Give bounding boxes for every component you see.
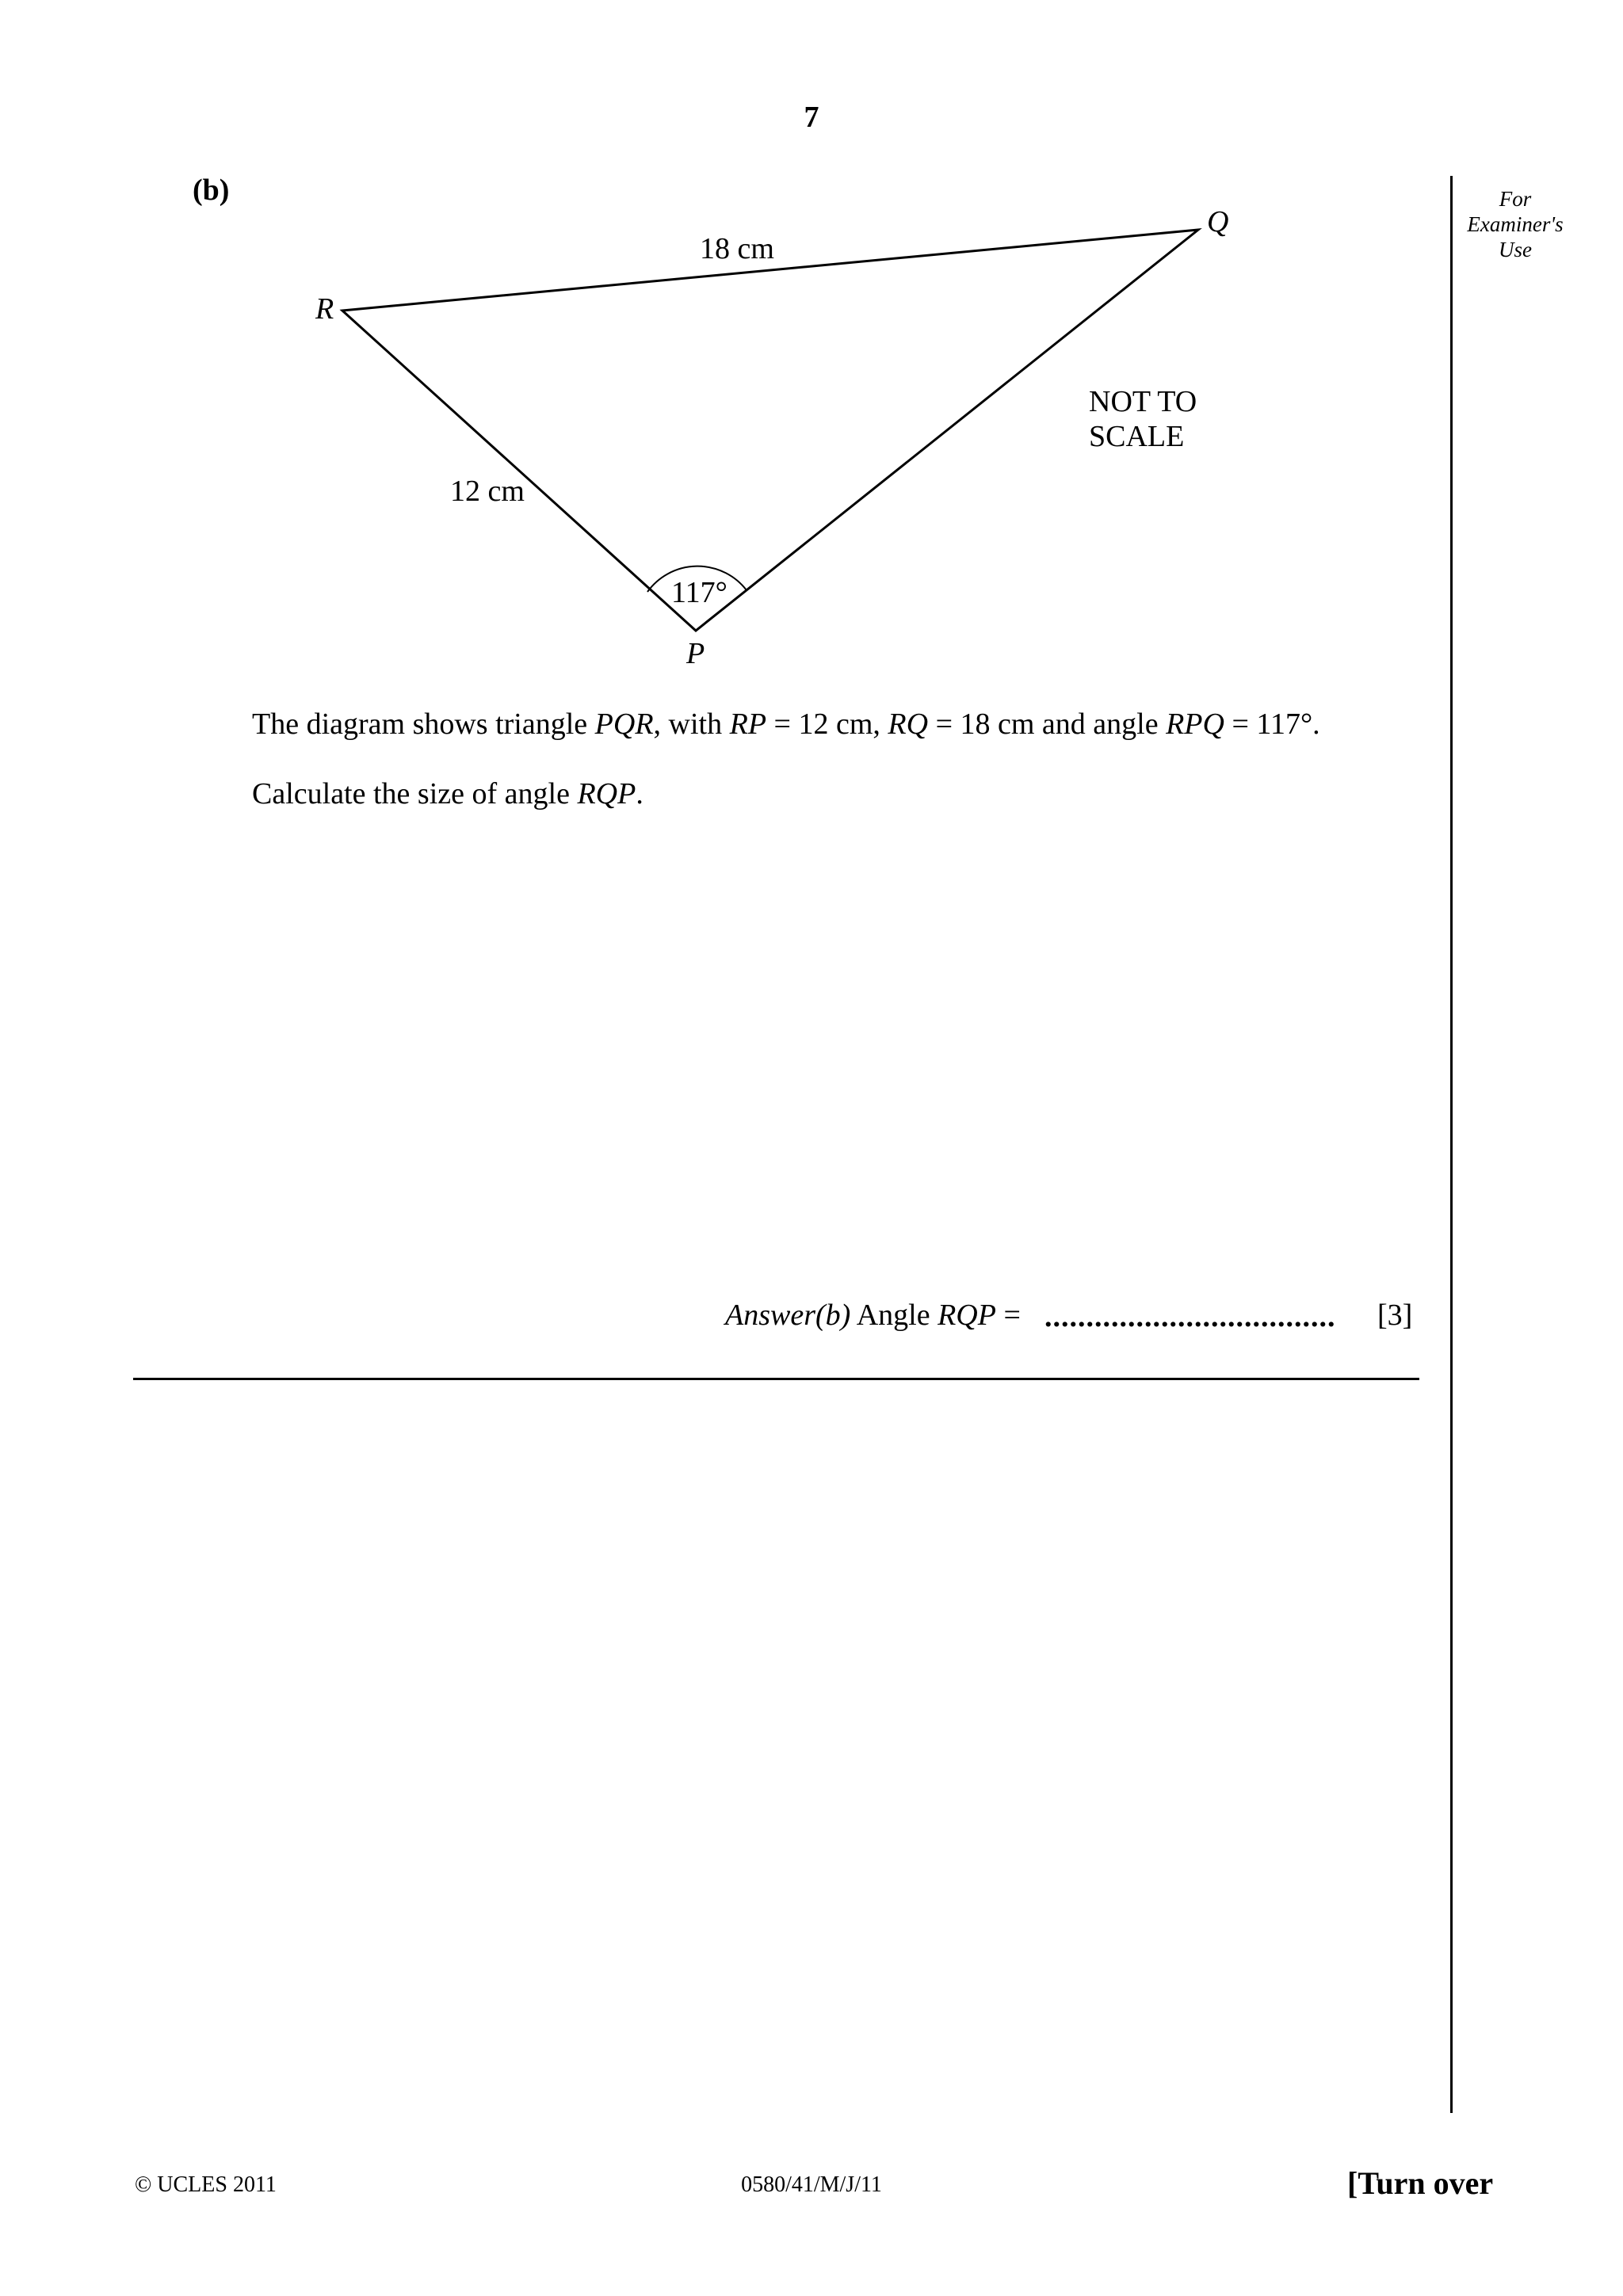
text-run: , with	[653, 707, 730, 741]
text-run: = 12 cm,	[766, 707, 888, 741]
text-run: =	[995, 1299, 1021, 1332]
answer-prefix: Answer(b)	[725, 1299, 851, 1332]
text-run: The diagram shows triangle	[252, 707, 595, 741]
examiner-use-line-1: For	[1499, 187, 1532, 211]
section-divider	[133, 1378, 1419, 1380]
triangle-pqr	[342, 230, 1198, 631]
answer-field[interactable]: ...................................	[1044, 1300, 1336, 1333]
var-rqp-answer: RQP	[938, 1299, 996, 1332]
page-number: 7	[804, 101, 819, 134]
angle-label-p: 117°	[671, 576, 727, 609]
text-run: Calculate the size of angle	[252, 777, 578, 810]
part-label: (b)	[193, 174, 230, 207]
footer-copyright: © UCLES 2011	[135, 2172, 277, 2197]
vertex-label-p: P	[686, 637, 705, 670]
footer-paper-code: 0580/41/M/J/11	[741, 2172, 882, 2197]
var-rp: RP	[729, 707, 767, 741]
marks-label: [3]	[1377, 1299, 1413, 1332]
var-pqr: PQR	[594, 707, 654, 741]
not-to-scale-line-2: SCALE	[1089, 420, 1185, 453]
side-label-rp: 12 cm	[450, 475, 525, 508]
triangle-diagram	[0, 0, 1623, 713]
not-to-scale-line-1: NOT TO	[1089, 385, 1197, 418]
answer-label	[725, 1298, 1021, 1333]
text-run: = 18 cm and angle	[928, 707, 1167, 741]
examiner-use-line-2: Examiner's	[1467, 212, 1564, 236]
text-run: Angle	[850, 1299, 938, 1332]
var-rq: RQ	[888, 707, 929, 741]
question-statement	[252, 707, 1320, 742]
examiner-use-line-3: Use	[1499, 238, 1532, 261]
var-rpq: RPQ	[1166, 707, 1224, 741]
side-label-rq: 18 cm	[700, 232, 774, 265]
text-run: = 117°.	[1224, 707, 1320, 741]
text-run: .	[636, 777, 643, 810]
var-rqp: RQP	[577, 777, 636, 810]
vertex-label-q: Q	[1207, 205, 1229, 238]
question-instruction	[252, 776, 643, 811]
vertex-label-r: R	[315, 292, 334, 326]
footer-turn-over: [Turn over	[1347, 2165, 1494, 2201]
